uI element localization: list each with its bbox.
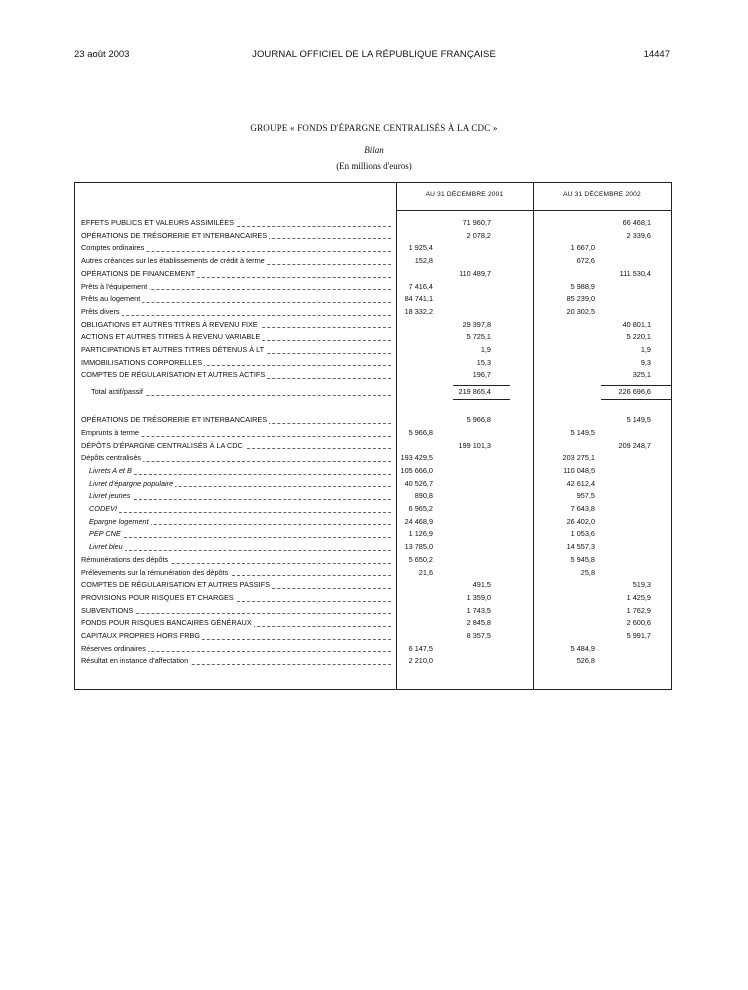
row-label <box>89 465 391 478</box>
row-label-text: Comptes ordinaires <box>81 243 145 253</box>
total-value-2002: 226 696,6 <box>618 387 651 397</box>
row-label-text: CODEVI <box>89 504 117 513</box>
row-label-text: Résultat en instance d'affectation <box>81 656 189 666</box>
row-label-text: COMPTES DE RÉGULARISATION ET AUTRES ACTIFS <box>81 370 266 380</box>
row-label-text: PEP CNE <box>89 529 121 539</box>
header-page-number: 14447 <box>643 49 670 60</box>
header-divider <box>396 210 671 211</box>
table-row <box>75 592 671 605</box>
detail-2001: 1 126,9 <box>408 529 433 539</box>
row-label-text: Autres créances sur les établissements de crédit à terme <box>81 256 265 266</box>
total-2002: 5 220,1 <box>626 332 651 342</box>
table-row <box>75 567 671 580</box>
table-row <box>75 414 671 427</box>
table-row <box>75 319 671 332</box>
total-rule <box>453 385 510 386</box>
total-2001: 71 960,7 <box>462 218 491 227</box>
detail-2001: 84 741,1 <box>404 294 433 304</box>
detail-2001: 40 526,7 <box>404 478 433 488</box>
detail-2001: 6 147,5 <box>408 643 433 653</box>
total-rule <box>601 399 671 400</box>
row-label-text: PROVISIONS POUR RISQUES ET CHARGES <box>81 592 234 602</box>
row-label-text: Prélèvements sur la rémunération des dépôts <box>81 567 229 577</box>
row-label <box>81 554 391 567</box>
total-2001: 1 743,5 <box>466 605 491 615</box>
total-row <box>75 386 671 399</box>
detail-2002: 42 612,4 <box>566 478 595 488</box>
row-label <box>81 255 391 268</box>
table-row <box>75 490 671 503</box>
row-label <box>81 293 391 306</box>
row-label <box>81 605 391 618</box>
row-label-text: Epargne logement <box>89 516 149 526</box>
detail-2001: 6 965,2 <box>408 504 433 513</box>
row-label <box>89 503 391 516</box>
row-label <box>81 217 391 230</box>
header-date: 23 août 2003 <box>74 49 130 60</box>
total-2001: 15,3 <box>476 357 491 367</box>
row-label <box>89 478 391 491</box>
table-row <box>75 217 671 230</box>
total-2001: 2 078,2 <box>466 230 491 240</box>
column-header-2001: AU 31 DÉCEMBRE 2001 <box>425 191 504 198</box>
row-label <box>81 643 391 656</box>
total-2001: 1 359,0 <box>466 592 491 602</box>
detail-2002: 85 239,0 <box>566 294 595 304</box>
row-label-text: OPÉRATIONS DE FINANCEMENT <box>81 268 196 278</box>
detail-2001: 2 210,0 <box>408 656 433 666</box>
table-row <box>75 643 671 656</box>
detail-2002: 20 302,5 <box>566 306 595 316</box>
row-label-text: Livret jeunes <box>89 491 131 501</box>
table-row <box>75 605 671 618</box>
detail-2001: 193 429,5 <box>400 453 433 463</box>
row-label-text: Prêts à l'équipement <box>81 281 148 291</box>
detail-2002: 5 945,8 <box>570 554 595 564</box>
row-label-text: Dépôts centralisés <box>81 453 142 463</box>
detail-2002: 1 053,6 <box>570 529 595 539</box>
row-label-text: Prêts au logement <box>81 294 141 304</box>
detail-2002: 110 048,5 <box>563 465 595 475</box>
row-label-text: EFFETS PUBLICS ET VALEURS ASSIMILÉES <box>81 218 235 227</box>
detail-2001: 13 785,0 <box>404 542 433 552</box>
table-row <box>75 293 671 306</box>
total-2002: 2 339,6 <box>626 230 651 240</box>
detail-2002: 957,5 <box>576 491 595 501</box>
detail-2002: 526,8 <box>576 656 595 666</box>
table-row <box>75 242 671 255</box>
unit-note: (En millions d'euros) <box>336 161 412 171</box>
table-row <box>75 440 671 453</box>
row-label-text: PARTICIPATIONS ET AUTRES TITRES DÉTENUS À LT <box>81 345 265 354</box>
detail-2002: 7 643,8 <box>570 504 595 513</box>
total-2001: 196,7 <box>472 370 491 380</box>
table-row <box>75 478 671 491</box>
column-header-2002: AU 31 DÉCEMBRE 2002 <box>563 191 641 198</box>
row-label <box>81 242 391 255</box>
total-2001: 491,5 <box>472 580 491 590</box>
detail-2001: 152,8 <box>414 256 433 266</box>
table-row <box>75 255 671 268</box>
table-row <box>75 268 671 281</box>
table-row <box>75 617 671 630</box>
detail-2002: 14 557,3 <box>566 542 595 552</box>
total-2002: 1,9 <box>640 345 651 354</box>
row-label <box>81 617 391 630</box>
detail-2002: 5 484,9 <box>570 643 595 653</box>
table-row <box>75 655 671 668</box>
total-2002: 66 468,1 <box>622 218 651 227</box>
row-label <box>89 528 391 541</box>
row-label-text: IMMOBILISATIONS CORPORELLES <box>81 357 203 367</box>
row-label <box>81 357 391 370</box>
row-label <box>81 268 391 281</box>
row-label-text: Livrets A et B <box>89 465 132 475</box>
detail-2001: 5 966,8 <box>408 427 433 437</box>
table-row <box>75 281 671 294</box>
detail-2001: 1 925,4 <box>408 243 433 253</box>
table-row <box>75 452 671 465</box>
row-label <box>81 281 391 294</box>
row-label-text: COMPTES DE RÉGULARISATION ET AUTRES PASSIFS <box>81 580 270 590</box>
row-label <box>81 306 391 319</box>
row-label-text: Réserves ordinaires <box>81 643 146 653</box>
table-row <box>75 503 671 516</box>
detail-2002: 25,8 <box>580 567 595 577</box>
total-label <box>91 386 391 399</box>
table-row <box>75 554 671 567</box>
row-label-text: Livret d'épargne populaire <box>89 478 174 488</box>
total-2002: 1 762,9 <box>626 605 651 615</box>
total-rule <box>453 399 510 400</box>
detail-2002: 26 402,0 <box>566 516 595 526</box>
detail-2001: 21,6 <box>418 567 433 577</box>
row-label-text: FONDS POUR RISQUES BANCAIRES GÉNÉRAUX <box>81 618 252 628</box>
total-2001: 2 845,8 <box>466 618 491 628</box>
row-label <box>81 452 391 465</box>
table-row <box>75 357 671 370</box>
row-label <box>89 516 391 529</box>
total-2001: 8 357,5 <box>466 631 491 640</box>
table-row <box>75 331 671 344</box>
total-2002: 5 149,5 <box>626 415 651 425</box>
table-row <box>75 344 671 357</box>
total-2001: 199 101,3 <box>458 440 491 450</box>
row-label-text: ACTIONS ET AUTRES TITRES À REVENU VARIABLE <box>81 332 261 342</box>
table-row <box>75 528 671 541</box>
detail-2001: 105 666,0 <box>400 465 433 475</box>
row-label <box>81 579 391 592</box>
detail-2001: 24 468,9 <box>404 516 433 526</box>
row-label <box>81 414 391 427</box>
detail-2002: 672,6 <box>576 256 595 266</box>
total-2001: 1,9 <box>480 345 491 354</box>
row-label-text: Rémunérations des dépôts <box>81 554 169 564</box>
total-2001: 5 725,1 <box>466 332 491 342</box>
row-label <box>81 592 391 605</box>
total-2002: 5 991,7 <box>626 631 651 640</box>
total-2002: 40 801,1 <box>622 319 651 329</box>
row-label <box>81 369 391 382</box>
table-row <box>75 541 671 554</box>
total-2002: 209 248,7 <box>618 440 651 450</box>
total-value-2001: 219 865,4 <box>458 387 491 397</box>
row-label-text: OPÉRATIONS DE TRÉSORERIE ET INTERBANCAIRES <box>81 230 268 240</box>
row-label-text: Emprunts à terme <box>81 427 139 437</box>
row-label-text: Livret bleu <box>89 542 123 552</box>
document-subtitle: Bilan <box>364 145 384 155</box>
table-row <box>75 516 671 529</box>
detail-2001: 18 332,2 <box>404 306 433 316</box>
detail-2002: 1 667,0 <box>570 243 595 253</box>
row-label-text: SUBVENTIONS <box>81 605 134 615</box>
document-title: GROUPE « FONDS D'ÉPARGNE CENTRALISÉS À LA CDC » <box>250 123 498 133</box>
total-label-text: Total actif/passif <box>91 387 143 397</box>
row-label <box>81 230 391 243</box>
row-label-text: OPÉRATIONS DE TRÉSORERIE ET INTERBANCAIRES <box>81 415 268 425</box>
total-2002: 111 530,4 <box>619 268 651 278</box>
row-label <box>81 331 391 344</box>
table-row <box>75 630 671 643</box>
total-2001: 29 397,8 <box>462 319 491 329</box>
total-rule <box>601 385 671 386</box>
table-row <box>75 579 671 592</box>
detail-2001: 7 416,4 <box>408 281 433 291</box>
total-2002: 519,3 <box>632 580 651 590</box>
detail-2002: 203 275,1 <box>562 453 595 463</box>
row-label <box>81 655 391 668</box>
row-label-text: CAPITAUX PROPRES HORS FRBG <box>81 631 201 640</box>
total-2001: 110 489,7 <box>459 268 491 278</box>
balance-sheet-table <box>74 182 672 690</box>
row-label <box>81 427 391 440</box>
header-journal-title: JOURNAL OFFICIEL DE LA RÉPUBLIQUE FRANÇAISE <box>252 49 496 60</box>
total-2002: 9,3 <box>640 357 651 367</box>
row-label-text: OBLIGATIONS ET AUTRES TITRES À REVENU FIXE <box>81 319 258 329</box>
row-label <box>89 490 391 503</box>
total-2002: 325,1 <box>632 370 651 380</box>
total-2002: 1 425,9 <box>626 592 651 602</box>
row-label-text: DÉPÔTS D'ÉPARGNE CENTRALISÉS À LA CDC <box>81 440 243 450</box>
detail-2001: 890,8 <box>414 491 433 501</box>
detail-2002: 5 988,9 <box>570 281 595 291</box>
total-2002: 2 600,6 <box>626 618 651 628</box>
table-row <box>75 465 671 478</box>
row-label <box>81 630 391 643</box>
row-label <box>81 440 391 453</box>
table-row <box>75 230 671 243</box>
row-label <box>89 541 391 554</box>
row-label-text: Prêts divers <box>81 306 120 316</box>
row-label <box>81 567 391 580</box>
detail-2001: 5 650,2 <box>408 554 433 564</box>
row-label <box>81 319 391 332</box>
table-row <box>75 427 671 440</box>
detail-2002: 5 149,5 <box>570 427 595 437</box>
table-row <box>75 306 671 319</box>
table-row <box>75 369 671 382</box>
row-label <box>81 344 391 357</box>
total-2001: 5 966,8 <box>466 415 491 425</box>
